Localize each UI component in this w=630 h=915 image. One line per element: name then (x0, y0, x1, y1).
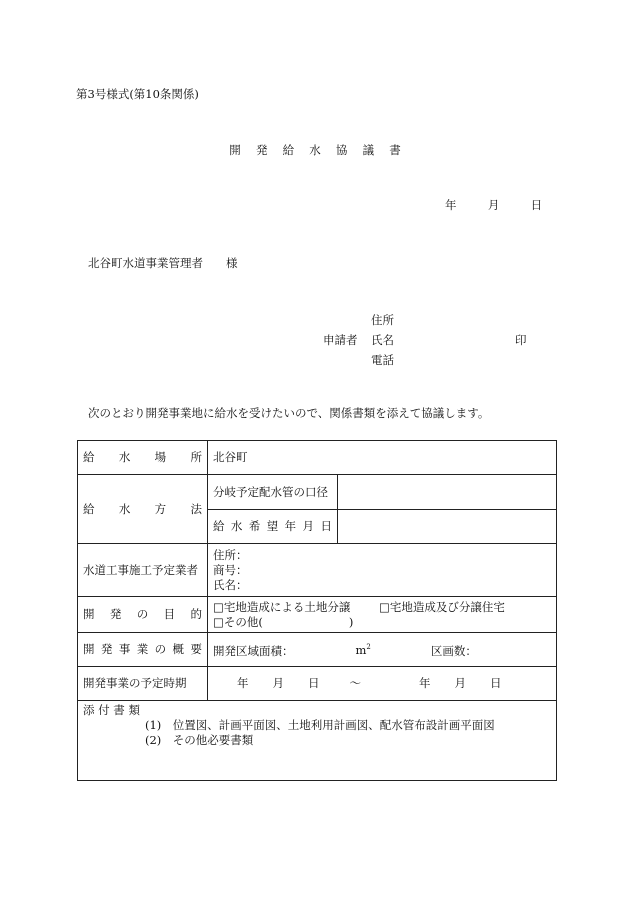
title-char: 議 (362, 143, 375, 157)
title-char: 発 (255, 143, 268, 157)
date-month: 月 (487, 198, 500, 212)
table-row (78, 633, 557, 667)
contractor-address: 住所： (213, 547, 248, 562)
applicant-label: 申請者 (323, 333, 358, 347)
schedule-end-month: 月 (454, 676, 466, 690)
date-year: 年 (445, 198, 457, 212)
supply-location-value[interactable]: 北谷町 (208, 441, 557, 475)
overview-details[interactable] (208, 633, 557, 667)
pipe-diameter-label: 分岐予定配水管の口径 (208, 475, 338, 510)
schedule-tilde: ～ (349, 676, 361, 690)
lots-label: 区画数： (430, 643, 477, 658)
title-char: 協 (335, 143, 348, 157)
date-day: 日 (530, 198, 543, 212)
schedule-start-day: 日 (308, 676, 320, 690)
schedule-start-month: 月 (272, 676, 284, 690)
attachments-title: 添 付 書 類 (83, 703, 140, 717)
purpose-option-other[interactable]: □その他( (213, 614, 263, 629)
attachment-item: (1) 位置図、計画平面図、土地利用計画図、配水管布設計画平面図 (145, 718, 495, 732)
table-row (78, 441, 557, 475)
form-number: 第3号様式(第10条関係) (76, 87, 199, 101)
addressee: 北谷町水道事業管理者 様 (88, 256, 238, 270)
schedule-details[interactable] (208, 667, 557, 701)
contractor-details[interactable] (208, 544, 557, 597)
intro-text: 次のとおり開発事業地に給水を受けたいので、関係書類を添えて協議します。 (88, 406, 490, 420)
applicant-address-label: 住所 (371, 313, 394, 327)
desired-date-field[interactable] (338, 510, 557, 544)
attachment-item: (2) その他必要書類 (145, 733, 254, 747)
applicant-name-label: 氏名 (371, 333, 394, 347)
overview-label: 開 発 事 業 の 概 要 (78, 633, 208, 667)
schedule-label: 開発事業の予定時期 (78, 667, 208, 701)
table-row (78, 544, 557, 597)
purpose-option-other-close: ) (348, 614, 354, 629)
contractor-label: 水道工事施工予定業者 (78, 544, 208, 597)
consultation-form-table (77, 440, 557, 781)
supply-location-label: 給 水 場 所 (78, 441, 208, 475)
seal-mark: 印 (515, 333, 527, 347)
desired-date-label: 給 水 希 望 年 月 日 (208, 510, 338, 544)
attachments-cell (78, 701, 557, 781)
applicant-phone-label: 電話 (371, 353, 394, 367)
title-char: 開 (229, 143, 241, 157)
table-row (78, 475, 557, 510)
purpose-options (208, 597, 557, 633)
pipe-diameter-field[interactable] (338, 475, 557, 510)
supply-method-label: 給 水 方 法 (78, 475, 208, 544)
title-char: 水 (309, 143, 321, 157)
purpose-option-housing[interactable]: □宅地造成及び分譲住宅 (379, 599, 505, 614)
date-line (445, 197, 542, 213)
contractor-name: 氏名： (213, 577, 248, 592)
area-unit: $m^2$ (355, 643, 371, 658)
purpose-label: 開 発 の 目 的 (78, 597, 208, 633)
contractor-trade-name: 商号： (213, 562, 248, 577)
table-row (78, 667, 557, 701)
document-title (0, 142, 630, 158)
schedule-start-year: 年 (237, 676, 249, 690)
title-char: 給 (282, 143, 295, 157)
area-label: 開発区域面積： (213, 643, 294, 658)
title-char: 書 (389, 143, 401, 157)
schedule-end-day: 日 (490, 676, 502, 690)
schedule-end-year: 年 (419, 676, 431, 690)
purpose-option-land-subdivision[interactable]: □宅地造成による土地分譲 (213, 599, 351, 614)
table-row (78, 701, 557, 781)
table-row (78, 597, 557, 633)
